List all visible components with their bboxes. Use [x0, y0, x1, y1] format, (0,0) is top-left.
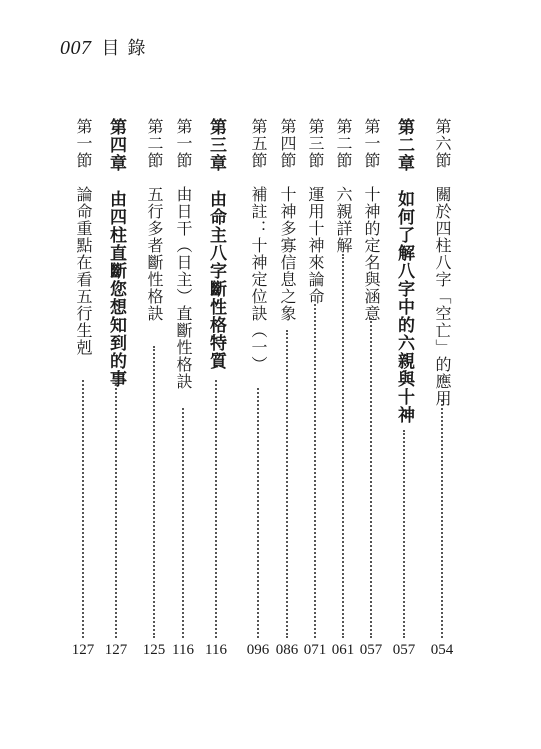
page-number: 007 — [60, 37, 92, 59]
toc-entry[interactable] — [245, 118, 271, 658]
toc-entry-label: 第四節 — [278, 118, 297, 169]
toc-entry[interactable] — [274, 118, 300, 658]
toc-entry-page: 061 — [331, 642, 355, 658]
toc-entry-title: 關於四柱八字「空亡」的應用 — [433, 186, 452, 407]
toc-entry-label: 第三節 — [306, 118, 325, 169]
dot-leader — [403, 430, 405, 638]
toc-entry-label: 第二節 — [145, 118, 164, 169]
toc-entry[interactable] — [170, 118, 196, 658]
toc-entry-label: 第三章 — [206, 118, 226, 172]
toc-entry-label: 第二章 — [394, 118, 414, 172]
toc-entry[interactable] — [141, 118, 167, 658]
dot-leader — [82, 380, 84, 638]
toc-entry-label: 第四章 — [106, 118, 126, 172]
dot-leader — [314, 304, 316, 638]
dot-leader — [370, 318, 372, 638]
toc-entry[interactable] — [70, 118, 96, 658]
toc-entry-page: 071 — [303, 642, 327, 658]
toc-entry-label: 第一節 — [362, 118, 381, 169]
toc-entry-title: 論命重點在看五行生剋 — [74, 186, 93, 356]
page-title: 目錄 — [101, 38, 154, 59]
toc-entry-label: 第一節 — [174, 118, 193, 169]
toc-entry-title: 十神多寡信息之象 — [278, 186, 297, 322]
toc-entry-page: 127 — [71, 642, 95, 658]
toc-entry-label: 第六節 — [433, 118, 452, 169]
dot-leader — [115, 380, 117, 638]
dot-leader — [182, 408, 184, 638]
toc-entry-title: 十神的定名與涵意 — [362, 186, 381, 322]
toc-entry-title: 五行多者斷性格訣 — [145, 186, 164, 322]
toc-entry[interactable] — [358, 118, 384, 658]
toc-entry-label: 第一節 — [74, 118, 93, 169]
toc-entry-title: 由命主八字斷性格特質 — [206, 190, 226, 370]
toc-entry-page: 127 — [104, 642, 128, 658]
toc-entry-page: 125 — [142, 642, 166, 658]
toc-entry[interactable] — [429, 118, 455, 658]
toc-entry-page: 057 — [359, 642, 383, 658]
toc-entry-title: 六親詳解 — [334, 186, 353, 254]
dot-leader — [215, 380, 217, 638]
dot-leader — [257, 388, 259, 638]
toc-entry-title: 由四柱直斷您想知到的事 — [106, 190, 126, 388]
toc-entry[interactable] — [330, 118, 356, 658]
toc-chapter[interactable] — [391, 118, 417, 658]
dot-leader — [441, 400, 443, 638]
toc-entry-page: 054 — [430, 642, 454, 658]
dot-leader — [342, 254, 344, 638]
toc-entry-title: 補註：十神定位訣（一） — [249, 186, 268, 373]
dot-leader — [286, 330, 288, 638]
toc-entry-label: 第二節 — [334, 118, 353, 169]
toc-chapter[interactable] — [203, 118, 229, 658]
toc-entry-title: 如何了解八字中的六親與十神 — [394, 190, 414, 424]
toc-entry-title: 運用十神來論命 — [306, 186, 325, 305]
toc-entry-page: 116 — [172, 642, 194, 658]
toc-chapter[interactable] — [103, 118, 129, 658]
toc-entry-page: 096 — [246, 642, 270, 658]
toc-entry-label: 第五節 — [249, 118, 268, 169]
toc-entry-page: 086 — [275, 642, 299, 658]
toc-entry-page: 116 — [205, 642, 227, 658]
toc-entry-page: 057 — [392, 642, 416, 658]
toc-entry-title: 由日干（日主）直斷性格訣 — [174, 186, 193, 390]
toc-entry[interactable] — [302, 118, 328, 658]
dot-leader — [153, 346, 155, 638]
